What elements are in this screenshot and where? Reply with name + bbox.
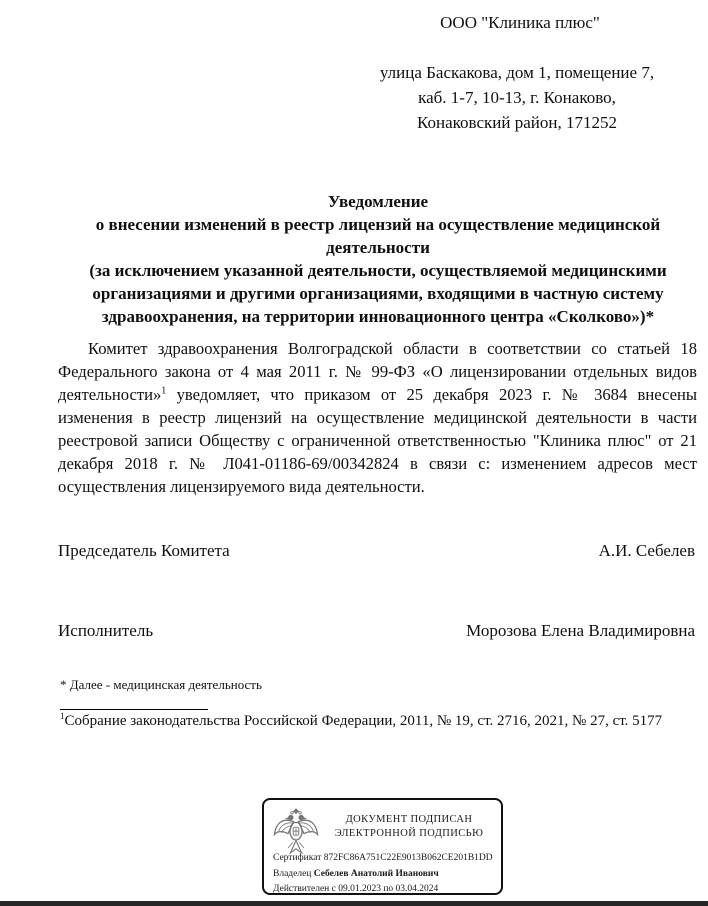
owner-name: Себелев Анатолий Иванович (313, 868, 439, 879)
recipient-address (360, 60, 674, 135)
title-line: деятельности (326, 238, 430, 257)
address-line: Конаковский район, 171252 (417, 113, 617, 132)
body-paragraph (58, 337, 697, 498)
body-text-part2: уведомляет, что приказом от 25 декабря 2023 г. № 3684 внесены изменения в реестр лицензий на осуществление медицинской деятельности в части реестровой записи Обществу с ограниченной ответственностью "Клиника плюс" от 21 декабря 2018 г. № Л041-01186-69/00342824 в связи с: изменением адресов мест осуществления лицензируемого вида деятельности. (58, 385, 697, 496)
stamp-title (322, 813, 496, 841)
stamp-title-line: ДОКУМЕНТ ПОДПИСАН (345, 814, 473, 825)
certificate-line (273, 851, 501, 867)
stamp-details (273, 851, 501, 898)
title-line: о внесении изменений в реестр лицензий на осуществление медицинской (95, 215, 661, 234)
address-line: каб. 1-7, 10-13, г. Конаково, (418, 88, 616, 107)
title-line: Уведомление (327, 192, 429, 211)
footnote-separator-line (60, 709, 208, 710)
recipient-org-name: ООО "Клиника плюс" (440, 13, 600, 32)
document-title (58, 190, 698, 328)
signature-name: Морозова Елена Владимировна (466, 621, 695, 640)
address-line: улица Баскакова, дом 1, помещение 7, (379, 63, 655, 82)
signature-name: А.И. Себелев (598, 541, 695, 560)
signature-role: Исполнитель (58, 621, 154, 640)
signature-role: Председатель Комитета (58, 541, 230, 560)
page-bottom-edge (0, 901, 708, 906)
title-line: организациями и другими организациями, входящими в частную систему (92, 284, 664, 303)
certificate-value: 872FC86A751C22E9013B062CE201B1DD (323, 853, 493, 863)
title-line: здравоохранения, на территории инновационного центра «Сколково»)* (101, 307, 655, 326)
title-line: (за исключением указанной деятельности, осуществляемой медицинскими (89, 261, 667, 280)
footnote-text: Собрание законодательства Российской Федерации, 2011, № 19, ст. 2716, 2021, № 27, ст. 5177 (64, 713, 663, 729)
owner-label: Владелец (273, 868, 314, 879)
stamp-title-line: ЭЛЕКТРОННОЙ ПОДПИСЬЮ (334, 828, 484, 839)
footnote-reference-mark: 1 (161, 385, 167, 397)
electronic-signature-stamp (262, 798, 503, 895)
footnote-asterisk: * Далее - медицинская деятельность (60, 677, 262, 692)
owner-line (273, 867, 501, 883)
footnote-number-mark: 1 (60, 711, 65, 721)
footnote-numbered (60, 713, 680, 730)
body-text-part1: Комитет здравоохранения Волгоградской области в соответствии со статьей 18 Федерального закона от 4 мая 2011 г. № 99-ФЗ «О лицензировании отдельных видов деятельности» (58, 339, 697, 404)
signature-row-executor (58, 621, 695, 641)
validity-line: Действителен с 09.01.2023 по 03.04.2024 (273, 884, 439, 894)
signature-row-chairman (58, 541, 695, 561)
certificate-label: Сертификат (273, 853, 324, 863)
